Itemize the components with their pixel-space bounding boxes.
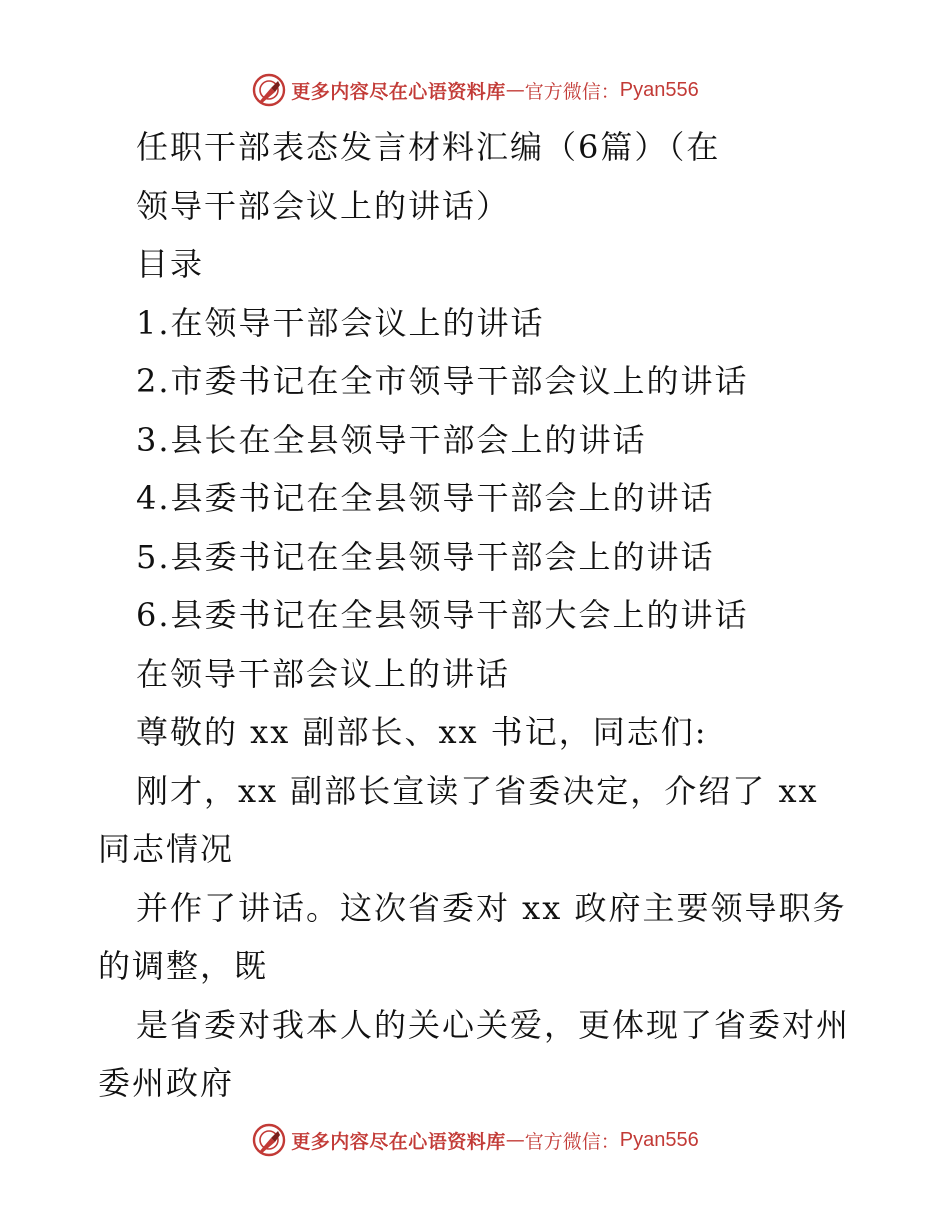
doc-line-4: 1.在领导干部会议上的讲话 bbox=[136, 303, 545, 342]
doc-line-3: 目录 bbox=[136, 245, 205, 283]
doc-line-12: 刚才，xx 副部长宣读了省委决定，介绍了 xx bbox=[136, 771, 819, 810]
doc-line-8: 5.县委书记在全县领导干部会上的讲话 bbox=[136, 537, 715, 576]
banner-wechat-label: 官方微信： bbox=[524, 80, 620, 103]
doc-line-7: 4.县委书记在全县领导干部会上的讲话 bbox=[136, 479, 715, 517]
doc-line-9: 6.县委书记在全县领导干部大会上的讲话 bbox=[136, 596, 749, 634]
banner-wechat-label: 官方微信： bbox=[524, 1130, 620, 1153]
banner-dash: — bbox=[505, 79, 525, 101]
header-banner bbox=[0, 70, 950, 110]
banner-main-text: 更多内容尽在心语资料库 bbox=[291, 80, 506, 103]
doc-line-10: 在领导干部会议上的讲话 bbox=[136, 654, 511, 693]
pen-logo-icon bbox=[251, 72, 287, 108]
doc-line-2: 领导干部会议上的讲话） bbox=[136, 186, 511, 225]
footer-banner bbox=[0, 1120, 950, 1160]
pen-logo-icon bbox=[251, 1122, 287, 1158]
banner-main-text: 更多内容尽在心语资料库 bbox=[291, 1130, 506, 1153]
banner-wechat-id: Pyan556 bbox=[619, 1128, 699, 1151]
doc-line-17: 委州政府 bbox=[98, 1064, 235, 1102]
doc-line-16: 是省委对我本人的关心关爱，更体现了省委对州 bbox=[136, 1005, 851, 1044]
banner-dash: — bbox=[505, 1129, 525, 1151]
doc-line-11: 尊敬的 xx 副部长、xx 书记，同志们: bbox=[136, 713, 708, 751]
doc-line-5: 2.市委书记在全市领导干部会议上的讲话 bbox=[136, 362, 749, 400]
doc-line-14: 并作了讲话。这次省委对 xx 政府主要领导职务 bbox=[136, 888, 847, 927]
document-body bbox=[98, 118, 858, 1113]
banner-wechat-id: Pyan556 bbox=[619, 78, 699, 101]
doc-line-15: 的调整，既 bbox=[98, 947, 269, 985]
doc-line-6: 3.县长在全县领导干部会上的讲话 bbox=[136, 420, 647, 459]
doc-line-1: 任职干部表态发言材料汇编（6篇）（在 bbox=[136, 128, 721, 166]
doc-line-13: 同志情况 bbox=[98, 830, 235, 868]
